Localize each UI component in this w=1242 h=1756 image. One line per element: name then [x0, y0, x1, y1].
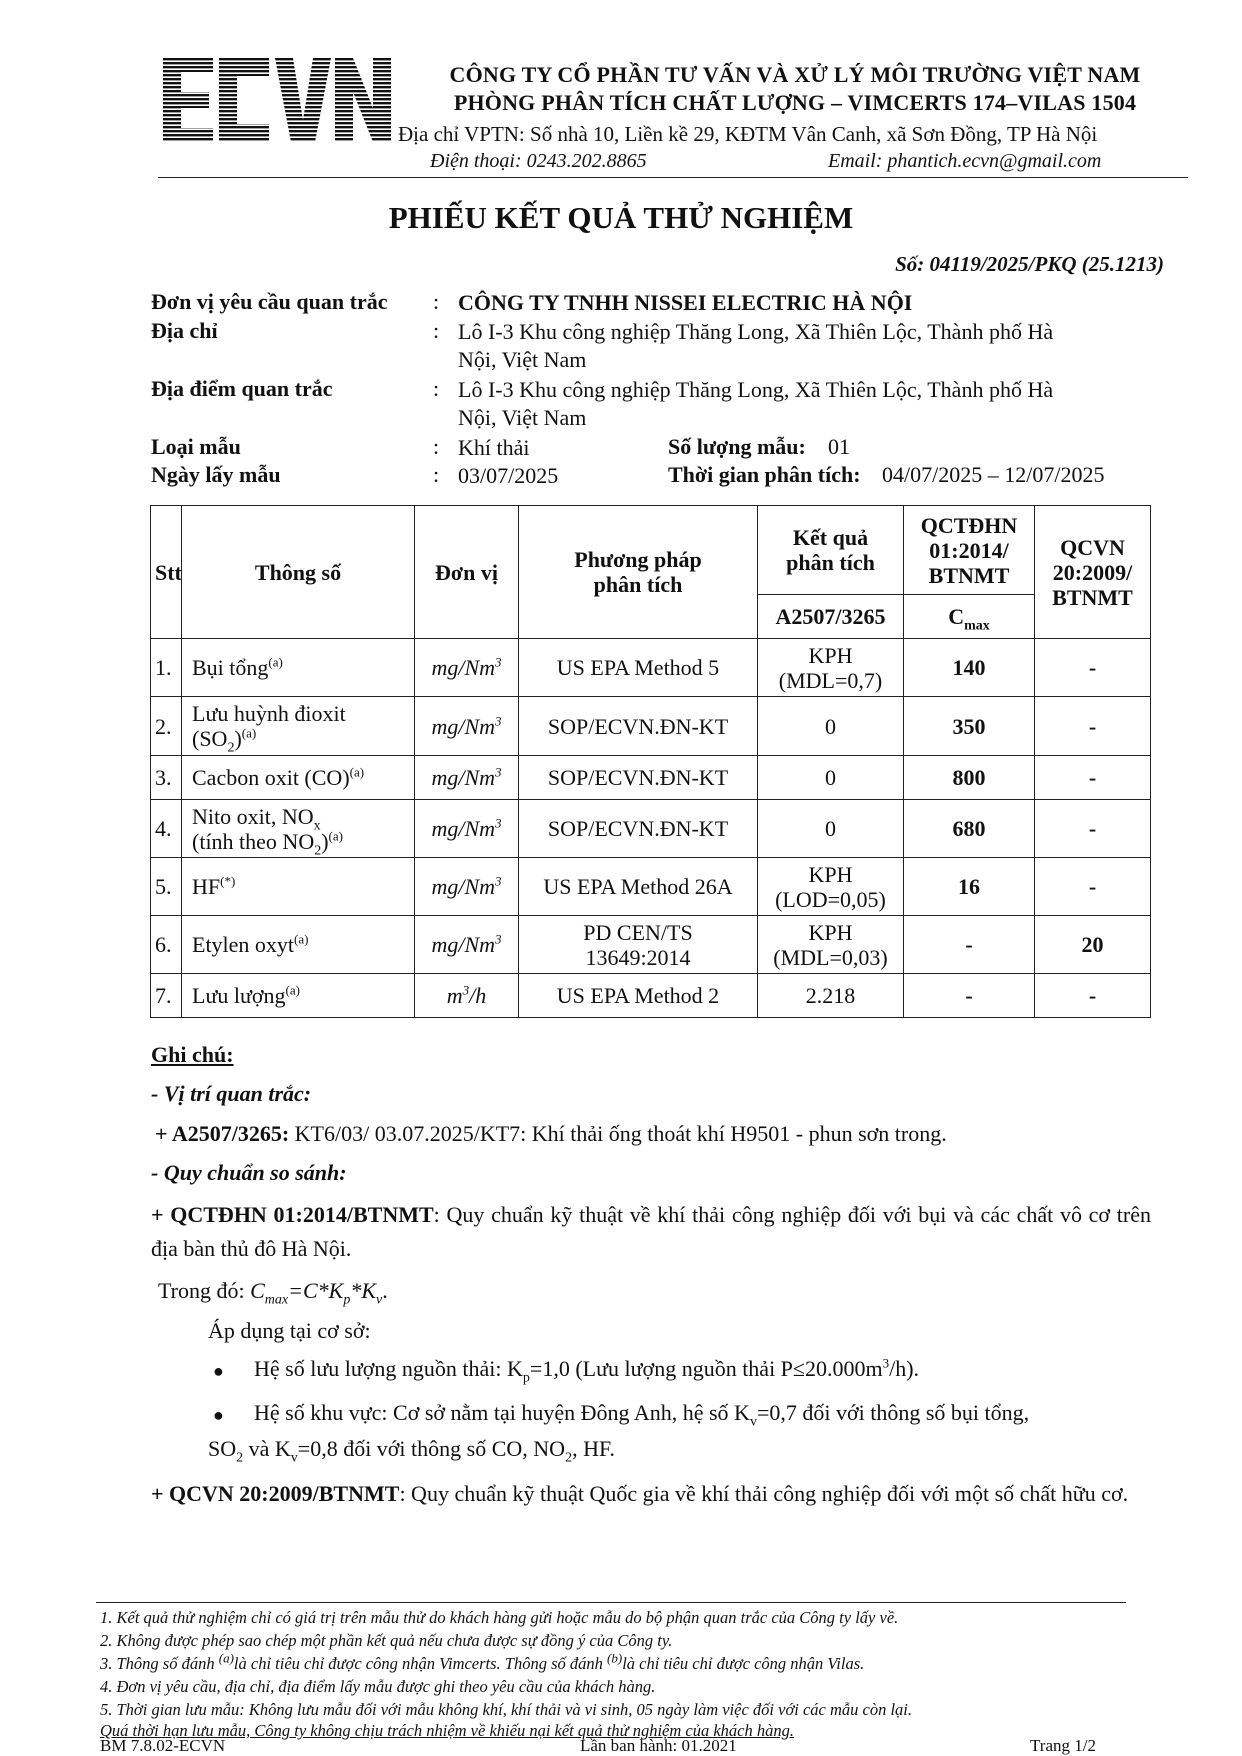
- row-param: [182, 756, 415, 800]
- bullet-text: =0,7 đối với thông số bụi tổng,: [756, 1400, 1030, 1425]
- footnote-text: 3. Thông số đánh: [100, 1654, 219, 1673]
- standard-2-code: + QCVN 20:2009/BTNMT: [151, 1481, 400, 1506]
- page-number: Trang 1/2: [1030, 1736, 1096, 1755]
- bullet-sub: 2: [236, 1450, 244, 1466]
- bullet-text: =1,0 (Lưu lượng nguồn thải P≤20.000m: [529, 1356, 883, 1381]
- header-qc1: [904, 506, 1035, 595]
- formula-part: *K: [350, 1278, 377, 1303]
- unit-sup: 3: [495, 815, 502, 831]
- result-line1: KPH: [808, 642, 853, 668]
- unit-text: mg/Nm: [431, 816, 496, 841]
- result-line2: (MDL=0,03): [773, 944, 888, 970]
- analysis-time-label: Thời gian phân tích:: [668, 462, 861, 487]
- unit-text: mg/Nm: [431, 713, 496, 739]
- formula-part: =C*K: [288, 1278, 344, 1303]
- param-sup: (a): [294, 931, 309, 947]
- company-name: CÔNG TY CỔ PHẦN TƯ VẤN VÀ XỬ LÝ MÔI TRƯỜNG VIỆT NAM: [449, 62, 1141, 87]
- row-result: 2.218: [758, 974, 904, 1018]
- footnote-4: 4. Đơn vị yêu cầu, địa chỉ, địa điểm lấy mẫu được ghi theo yêu cầu của khách hàng.: [100, 1677, 656, 1696]
- site-line-2: Nội, Việt Nam: [458, 405, 587, 430]
- site-line-1: Lô I-3 Khu công nghiệp Thăng Long, Xã Thiên Lộc, Thành phố Hà: [458, 377, 1054, 402]
- header-cmax: [904, 595, 1035, 639]
- bullet-sub: v: [749, 1414, 757, 1430]
- table-row: [151, 756, 1151, 800]
- row-method: SOP/ECVN.ĐN-KT: [519, 697, 758, 756]
- site-value: [458, 376, 1158, 432]
- param-text: (SO: [192, 726, 228, 751]
- row-method: [519, 916, 758, 974]
- method-line2: 13649:2014: [585, 944, 691, 970]
- header-method-line2: phân tích: [593, 572, 683, 597]
- table-row: [151, 800, 1151, 858]
- colon: :: [433, 376, 440, 401]
- param-sup: (a): [241, 725, 257, 741]
- param-line1: [192, 803, 410, 833]
- unit-sup: 3: [495, 931, 502, 947]
- unit-text: /h: [469, 983, 487, 1008]
- param-sub: 2: [314, 842, 322, 858]
- row-method: US EPA Method 26A: [519, 858, 758, 916]
- table-row: [151, 974, 1151, 1018]
- row-method: SOP/ECVN.ĐN-KT: [519, 756, 758, 800]
- address-line-1: Lô I-3 Khu công nghiệp Thăng Long, Xã Thiên Lộc, Thành phố Hà: [458, 319, 1054, 344]
- bullet-text: /h).: [889, 1356, 920, 1381]
- param-sup: (a): [285, 982, 300, 998]
- row-unit: [415, 639, 519, 697]
- address-label: Địa chỉ: [151, 318, 218, 343]
- bullet-text: Hệ số lưu lượng nguồn thải: K: [254, 1356, 523, 1381]
- lab-email: Email: phantich.ecvn@gmail.com: [828, 150, 1102, 172]
- table-row: [151, 639, 1151, 697]
- row-unit: [415, 916, 519, 974]
- bullet-sub: p: [522, 1370, 530, 1386]
- table-row: [151, 697, 1151, 756]
- colon: :: [433, 289, 440, 314]
- header-sample-code: A2507/3265: [758, 595, 904, 639]
- lab-address: Địa chỉ VPTN: Số nhà 10, Liền kề 29, KĐTM Vân Canh, xã Sơn Đồng, TP Hà Nội: [398, 122, 1098, 146]
- header-qc2-line1: QCVN: [1060, 534, 1125, 560]
- footnote-text: là chỉ tiêu chỉ được công nhận Vimcerts. Thông số đánh: [233, 1654, 608, 1673]
- unit-sup: 3: [495, 654, 502, 670]
- issue-number: Lần ban hành: 01.2021: [580, 1736, 737, 1755]
- lab-name: PHÒNG PHÂN TÍCH CHẤT LƯỢNG – VIMCERTS 174–VILAS 1504: [453, 90, 1137, 115]
- address-line-2: Nội, Việt Nam: [458, 347, 587, 372]
- row-qc1: 16: [904, 858, 1035, 916]
- unit-text: mg/Nm: [431, 874, 496, 899]
- param-sup: (a): [349, 764, 365, 780]
- client-value: CÔNG TY TNHH NISSEI ELECTRIC HÀ NỘI: [458, 290, 913, 315]
- row-qc2: -: [1035, 697, 1151, 756]
- result-line2: (LOD=0,05): [775, 886, 886, 912]
- formula-prefix: Trong đó:: [158, 1278, 251, 1303]
- footnote-6: Quá thời hạn lưu mẫu, Công ty không chịu trách nhiệm về khiếu nại kết quả thử nghiệm của khách hàng.: [100, 1721, 795, 1740]
- row-unit: [415, 858, 519, 916]
- row-param: [182, 639, 415, 697]
- footnote-5: 5. Thời gian lưu mẫu: Không lưu mẫu đối với mẫu không khí, khí thải và vi sinh, 05 ngày làm việc đối với các mẫu còn lại.: [100, 1700, 913, 1719]
- document-number: Số: 04119/2025/PKQ (25.1213): [895, 252, 1164, 276]
- row-param: [182, 697, 415, 756]
- footnote-divider: [96, 1602, 1126, 1603]
- row-result: 0: [758, 756, 904, 800]
- unit-text: mg/Nm: [431, 765, 496, 790]
- row-result: 0: [758, 697, 904, 756]
- standard-2-note: [151, 1477, 1151, 1511]
- row-unit: [415, 697, 519, 756]
- bullet-1: [254, 1355, 920, 1386]
- result-line1: KPH: [808, 861, 853, 887]
- bullet-sub: 2: [565, 1450, 573, 1466]
- site-label: Địa điểm quan trắc: [151, 376, 333, 401]
- bullet-sup: 3: [882, 1355, 890, 1371]
- param-line2: [192, 828, 410, 858]
- result-line2: (MDL=0,7): [778, 667, 883, 693]
- bullet-text: , HF.: [572, 1436, 615, 1461]
- header-divider: [158, 177, 1188, 178]
- results-table: [150, 505, 1151, 1018]
- header-unit: Đơn vị: [415, 506, 519, 639]
- row-qc1: 140: [904, 639, 1035, 697]
- row-qc1: 350: [904, 697, 1035, 756]
- row-qc2: -: [1035, 756, 1151, 800]
- colon: :: [433, 462, 440, 487]
- standard-2-text: : Quy chuẩn kỹ thuật Quốc gia về khí thải công nghiệp đối với một số chất hữu cơ.: [399, 1481, 1129, 1506]
- standard-1-note: [151, 1198, 1151, 1266]
- row-stt: 3.: [151, 756, 182, 800]
- location-note: [155, 1121, 947, 1147]
- param-text: ): [321, 828, 329, 854]
- row-result: [758, 639, 904, 697]
- formula-end: .: [382, 1278, 388, 1303]
- bullet-2-line-1: [254, 1400, 1030, 1430]
- formula-line: [158, 1278, 388, 1308]
- bullet-text: SO: [208, 1436, 237, 1461]
- sample-type-label: Loại mẫu: [151, 434, 241, 459]
- colon: :: [433, 318, 440, 343]
- row-qc1: 800: [904, 756, 1035, 800]
- formula-sub: p: [343, 1292, 351, 1308]
- header-result: [758, 506, 904, 595]
- bullet-2-line-2: [208, 1436, 615, 1466]
- header-param: Thông số: [182, 506, 415, 639]
- header-qc1-line1: QCTĐHN: [920, 512, 1018, 538]
- header-result-line2: phân tích: [786, 550, 875, 575]
- footnote-sup: (b): [607, 1650, 623, 1666]
- row-stt: 6.: [151, 916, 182, 974]
- colon: :: [433, 434, 440, 459]
- header-method: [519, 506, 758, 639]
- client-label: Đơn vị yêu cầu quan trắc: [151, 289, 388, 314]
- header-stt: Stt: [151, 506, 182, 639]
- param-sub: x: [313, 817, 321, 833]
- row-qc2: -: [1035, 858, 1151, 916]
- method-line1: PD CEN/TS: [583, 919, 693, 945]
- cmax-symbol: C: [948, 604, 965, 629]
- row-method: US EPA Method 2: [519, 974, 758, 1018]
- row-stt: 5.: [151, 858, 182, 916]
- header-result-line1: Kết quả: [792, 525, 869, 550]
- row-stt: 1.: [151, 639, 182, 697]
- notes-heading: Ghi chú:: [151, 1042, 234, 1067]
- bullet-sub: v: [290, 1450, 298, 1466]
- standard-1-text: : Quy chuẩn kỹ thuật về khí thải công nghiệp đối với bụi và các chất vô cơ trên địa bàn thủ đô Hà Nội.: [151, 1202, 1151, 1261]
- row-qc1: 680: [904, 800, 1035, 858]
- header-qc2: [1035, 506, 1151, 639]
- bullet-text: =0,8 đối với thông số CO, NO: [297, 1436, 566, 1461]
- result-line1: KPH: [808, 919, 853, 945]
- row-qc2: -: [1035, 800, 1151, 858]
- row-unit: [415, 800, 519, 858]
- header-qc1-line3: BTNMT: [928, 562, 1010, 588]
- location-text: KT6/03/ 03.07.2025/KT7: Khí thải ống thoát khí H9501 - phun sơn trong.: [289, 1121, 947, 1146]
- sample-count-value: 01: [828, 434, 850, 459]
- row-unit: [415, 756, 519, 800]
- bullet-text: Hệ số khu vực: Cơ sở nằm tại huyện Đông Anh, hệ số K: [254, 1400, 750, 1425]
- sample-type-value: Khí thải: [458, 435, 530, 460]
- row-stt: 7.: [151, 974, 182, 1018]
- address-value: [458, 318, 1158, 374]
- standard-heading: - Quy chuẩn so sánh:: [151, 1160, 347, 1185]
- bullet-icon: ●: [213, 1405, 224, 1425]
- footnote-1: 1. Kết quả thử nghiệm chỉ có giá trị trên mẫu thử do khách hàng gửi hoặc mẫu do bộ phận quan trắc của Công ty lấy về.: [100, 1608, 899, 1627]
- footnote-sup: (a): [218, 1650, 234, 1666]
- sample-count-label: Số lượng mẫu:: [668, 434, 806, 459]
- row-qc2: 20: [1035, 916, 1151, 974]
- header-qc2-line2: 20:2009/: [1052, 559, 1133, 585]
- param-sub: 2: [227, 740, 235, 756]
- param-line1: Lưu huỳnh đioxit: [192, 701, 346, 726]
- formula-part: C: [250, 1278, 265, 1303]
- sample-date-label: Ngày lấy mẫu: [151, 462, 281, 487]
- unit-sup: 3: [495, 873, 502, 889]
- sample-date-value: 03/07/2025: [458, 463, 559, 488]
- cmax-subscript: max: [964, 618, 990, 634]
- footnote-3: [100, 1650, 865, 1674]
- unit-text: mg/Nm: [431, 932, 496, 957]
- header-qc1-line2: 01:2014/: [929, 537, 1009, 563]
- row-qc1: -: [904, 916, 1035, 974]
- unit-sup: 3: [495, 713, 502, 729]
- page-title: PHIẾU KẾT QUẢ THỬ NGHIỆM: [388, 200, 854, 235]
- row-qc2: -: [1035, 639, 1151, 697]
- row-stt: 4.: [151, 800, 182, 858]
- param-text: HF: [192, 874, 221, 899]
- company-logo: [163, 58, 391, 144]
- location-heading: - Vị trí quan trắc:: [151, 1081, 312, 1106]
- bullet-text: và K: [243, 1436, 291, 1461]
- location-code: + A2507/3265:: [155, 1121, 290, 1146]
- formula-sub: max: [264, 1292, 289, 1308]
- table-row: [151, 916, 1151, 974]
- lab-phone: Điện thoại: 0243.202.8865: [430, 150, 647, 172]
- row-param: [182, 858, 415, 916]
- param-text: Etylen oxyt: [192, 932, 295, 957]
- param-text: ): [234, 726, 242, 751]
- param-text: Nito oxit, NO: [192, 803, 314, 829]
- param-sup: (a): [268, 654, 283, 670]
- formula-sub: v: [376, 1292, 383, 1308]
- row-qc1: -: [904, 974, 1035, 1018]
- param-line2: [192, 725, 410, 756]
- row-unit: [415, 974, 519, 1018]
- header-method-line1: Phương pháp: [574, 547, 702, 572]
- bullet-icon: ●: [213, 1361, 224, 1381]
- row-stt: 2.: [151, 697, 182, 756]
- row-param: [182, 916, 415, 974]
- standard-1-code: + QCTĐHN 01:2014/BTNMT: [151, 1202, 434, 1227]
- row-result: 0: [758, 800, 904, 858]
- row-qc2: -: [1035, 974, 1151, 1018]
- param-text: (tính theo NO: [192, 828, 315, 854]
- param-sup: (*): [220, 873, 236, 889]
- table-header-row: [151, 506, 1151, 595]
- row-method: SOP/ECVN.ĐN-KT: [519, 800, 758, 858]
- footnote-2: 2. Không được phép sao chép một phần kết quả nếu chưa được sự đồng ý của Công ty.: [100, 1631, 673, 1650]
- unit-text: m: [446, 983, 463, 1008]
- row-result: [758, 858, 904, 916]
- formula: [250, 1278, 383, 1308]
- param-text: Cacbon oxit (CO): [192, 765, 350, 790]
- apply-text: Áp dụng tại cơ sở:: [208, 1318, 371, 1343]
- row-result: [758, 916, 904, 974]
- form-code: BM 7.8.02-ECVN: [100, 1736, 226, 1755]
- footnote-text: là chỉ tiêu chỉ được công nhận Vilas.: [622, 1654, 865, 1673]
- header-qc2-line3: BTNMT: [1052, 584, 1133, 610]
- param-text: Bụi tổng: [192, 655, 269, 680]
- unit-sup: 3: [462, 982, 470, 998]
- param-sup: (a): [328, 828, 343, 844]
- unit-text: mg/Nm: [431, 655, 496, 680]
- unit-sup: 3: [495, 764, 502, 780]
- row-method: US EPA Method 5: [519, 639, 758, 697]
- row-param: [182, 800, 415, 858]
- param-text: Lưu lượng: [192, 983, 286, 1008]
- table-row: [151, 858, 1151, 916]
- row-param: [182, 974, 415, 1018]
- analysis-time-value: 04/07/2025 – 12/07/2025: [882, 462, 1105, 487]
